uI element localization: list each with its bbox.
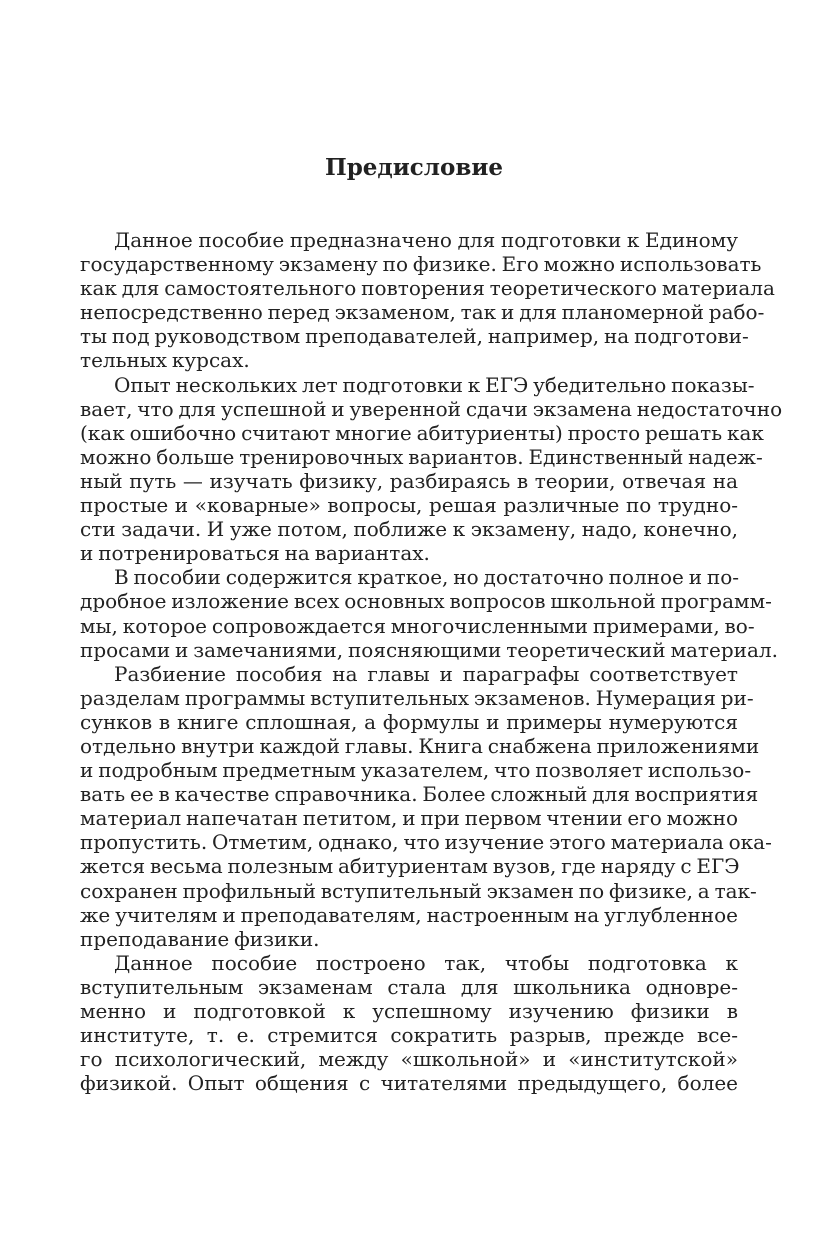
text-line: Данное пособие построено так, чтобы подготовка к <box>114 950 738 975</box>
text-line: как для самостоятельного повторения теоретического материала <box>80 276 775 301</box>
text-line: отдельно внутри каждой главы. Книга снабжена приложениями <box>80 733 760 758</box>
text-line: материал напечатан петитом, и при первом чтении его можно <box>80 806 738 831</box>
text-line: (как ошибочно считают многие абитуриенты) просто решать как <box>80 420 764 445</box>
text-line: жется весьма полезным абитуриентам вузов, где наряду с ЕГЭ <box>80 854 740 879</box>
preface-text <box>80 228 783 1096</box>
text-line: Данное пособие предназначено для подготовки к Единому <box>114 228 738 252</box>
text-line: ты под руководством преподавателей, например, на подготови- <box>80 324 749 349</box>
text-line: Опыт нескольких лет подготовки к ЕГЭ убедительно показы- <box>114 372 755 397</box>
text-line: Разбиение пособия на главы и параграфы соответствует <box>114 661 738 686</box>
text-line: мы, которое сопровождается многочисленными примерами, во- <box>80 613 755 638</box>
text-line: сунков в книге сплошная, а формулы и примеры нумеруются <box>80 709 738 734</box>
text-line: В пособии содержится краткое, но достаточно полное и по- <box>114 565 740 590</box>
text-line: и подробным предметным указателем, что позволяет использо- <box>80 758 752 783</box>
page-title: Предисловие <box>324 154 504 181</box>
text-line: го психологический, между «школьной» и «институтской» <box>80 1047 738 1072</box>
text-line: вает, что для успешной и уверенной сдачи экзамена недостаточно <box>80 396 783 421</box>
text-line: дробное изложение всех основных вопросов школьной программ- <box>80 589 772 614</box>
text-line: физикой. Опыт общения с читателями предыдущего, более <box>80 1071 738 1096</box>
text-line: вать ее в качестве справочника. Более сложный для восприятия <box>80 782 759 807</box>
text-line: сохранен профильный вступительный экзамен по физике, а так- <box>80 878 757 903</box>
text-line: пропустить. Отметим, однако, что изучение этого материала ока- <box>80 830 772 855</box>
text-line: государственному экзамену по физике. Его можно использовать <box>80 252 762 277</box>
text-line: просами и замечаниями, поясняющими теоретический материал. <box>80 637 778 662</box>
text-line: непосредственно перед экзаменом, так и для планомерной рабо- <box>80 300 765 325</box>
text-line: менно и подготовкой к успешному изучению физики в <box>80 999 738 1023</box>
text-line: простые и «коварные» вопросы, решая различные по трудно- <box>80 493 738 518</box>
text-line: вступительным экзаменам стала для школьника одновре- <box>80 974 738 999</box>
text-line: сти задачи. И уже потом, поближе к экзамену, надо, конечно, <box>80 517 738 542</box>
text-line: и потренироваться на вариантах. <box>80 541 430 566</box>
text-line: тельных курсах. <box>80 348 250 373</box>
text-line: институте, т. е. стремится сократить разрыв, прежде все- <box>80 1023 738 1048</box>
text-line: можно больше тренировочных вариантов. Единственный надеж- <box>80 444 763 469</box>
text-line: же учителям и преподавателям, настроенным на углубленное <box>80 902 738 927</box>
text-line: ный путь — изучать физику, разбираясь в теории, отвечая на <box>80 468 738 493</box>
text-line: разделам программы вступительных экзаменов. Нумерация ри- <box>80 685 754 710</box>
text-line: преподавание физики. <box>80 926 320 951</box>
